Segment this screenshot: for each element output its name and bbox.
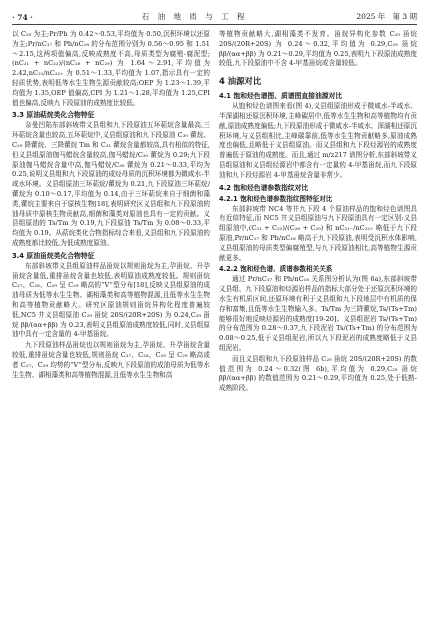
subsection-heading: 3.3 原油萜烷类化合物特征 <box>12 111 95 120</box>
sub-subsection-heading: 4.2.2 饱和烃色谱、质谱参数相关关系 <box>219 265 333 274</box>
paragraph: 以 C₂₉ 为主;Pr/Ph 为 0.42～0.53,平均值为 0.50,沉积环境以还原为主;Pr/nC₁₇ 和 Ph/nC₁₈ 的分布范围分别为 0.56～0.95 和 1.51～2.15,这两项值偏高,反映成熟度不高,母质类型为腐殖-腐泥型;(nC₂₁ + nC₂₂)/(nC₂₈ + nC₂₉) 为 1.64～2.91,平均值为 2.42,nC₂₁/nC₂₂₊ 为 0.51～1.33,平均值为 1.07,指示具有一定的轻质优势,表明低等水生生物生源贡献较高;OEP 为 1.23～1.39,平均值为 1.35,OEP 值偏高,CPI 为 1.21～1.28,平均值为 1.25,CPI 值也偏高,反映九下段原油的成熟度比较低。 <box>12 30 210 107</box>
paragraph: 而且义县组和九下段原油样品 C₂₉ 甾烷 20S/(20R+20S) 的数值范围为 0.24～0.32(图 6b),平均值为 0.29,C₂₉ 甾烷 ββ/(αα+ββ) 的数值范围为 0.21～0.29,平均值为 0.25,处于低熟-成熟阶段。 <box>219 354 417 393</box>
subsection-heading: 4.1 饱和烃色谱图、质谱图直接油源对比 <box>219 92 343 101</box>
page-number: · 74 · <box>12 13 33 22</box>
paragraph: 奈曼凹陷东部斜坡带义县组和九下段原油五环萜烷含量最高,三环萜烷含量也较高,五环萜烷中,义县组原油和九下段原油 C₃₀ 藿烷、C₂₉ 降藿烷、三降藿烷 Tm 和 C₃₁ 藿烷含量都较高,具有相似的特征,但义县组原油伽马蜡烷含量较高,伽马蜡烷/C₃₀ 藿烷为 0.29;九下段原油伽马蜡烷含量中高,伽马蜡烷/C₃₀ 藿烷为 0.21～0.33,平均为 0.25,说明义县组和九下段原油的成烃母质的沉积环境都为微咸水-半咸水环境。义县组原油三环萜烷/藿烷为 0.21,九下段原油三环萜烷/藿烷为 0.10～0.17,平均值为 0.14,由于三环萜烷来自于细菌和藻类,藿烷主要来自于原核生物[18],表明研究区义县组和九下段原油的油母质中原核生物贡献高,细菌和藻类对原油也具有一定的贡献。义县组原油的 Ts/Tm 为 0.19,九下段原油 Ts/Tm 为 0.08～0.33,平均值为 0.19。从萜烷类化合物指标综合来看,义县组和九下段原油的成熟度都比较低,为低成熟度原油。 <box>12 121 210 247</box>
left-column <box>12 30 210 395</box>
paragraph: 从饱和烃色谱图来看(图 4),义县组原油形成于微咸水-半咸水、半深湖相还原沉积环境,主峰碳居中,低等水生生物和高等植物均有贡献,原油成熟度偏低;九下段原油形成于微咸水-半咸水、深湖相还原沉积环境,与义县组相比,主峰碳靠前,低等水生生物贡献略多,原油成熟度也偏低,且略低于义县组原油。而义县组和九下段烃源岩的成熟度普遍低于原油的成熟度。而且,通过 m/z217 谱图分析,东部斜坡带义县组原油和义县组烃源岩中都含有一定量的 4-甲基甾烷,而九下段原油和九下段烃源岩 4-甲基甾烷含量非常少。 <box>219 102 417 179</box>
subsection-heading: 3.4 原油甾烷类化合物特征 <box>12 251 95 260</box>
paragraph: 东部斜坡带 NC4 等井九下段 4 个原油样品的饱和烃色谱图具有近似特征,而 NC5 井义县组原油与九下段原油具有一定区别:义县组原油中,(C₂₁ + C₂₂)/(C₂₈ + C₂₉) 和 nC₂₁₋/nC₂₂₊ 略低于九下段原油,Pr/nC₁₇ 和 Ph/nC₁₈ 略高于九下段原油,表明受沉积水体影响,义县组原油的母质类型偏腐殖型,与九下段原油相比,高等植物生源贡献更多。 <box>219 204 417 262</box>
sub-subsection-heading: 4.2.1 饱和烃色谱参数指纹图特征对比 <box>219 194 333 203</box>
page-header <box>12 6 417 25</box>
body-columns <box>12 30 417 395</box>
paragraph: 九下段原油样品甾烷也以规则甾烷为主,孕甾烷、升孕甾烷含量较低,重排甾烷含量也较低,规则甾烷 C₂₇、C₂₈、C₂₉ 呈 C₂₉ 略高或者 C₂₇、C₂₉ 均势的“V”型分布,反映九下段原油的成油母质为低等水生生物、湖相藻类和高等植物混源,且低等水生生物和高 <box>12 341 210 379</box>
right-column <box>219 30 417 395</box>
journal-name: 石 油 地 质 与 工 程 <box>141 12 248 21</box>
issue-label: 2025 年 第 3 期 <box>356 12 417 21</box>
paragraph: 等植物贡献略大,湖相藻类不发育。甾烷异构化参数 C₂₉ 甾烷 20S/(20R+20S) 为 0.24～0.32,平均值为 0.29,C₂₉ 甾烷 ββ/(αα+ββ) 为 0.21～0.29,平均值为 0.25,表明九下段原油成熟度较低,九下段原油中不含 4-甲基甾烷或含量较低。 <box>219 30 417 68</box>
subsection-heading: 4.2 饱和烃色谱参数指纹对比 <box>219 183 309 192</box>
paragraph: 通过 Pr/nC₁₇ 和 Ph/nC₁₈ 关系图分析认为(图 6a),东部斜坡带义县组、九下段原油和烃源岩样品的指标大部分处于还原沉积环境的水生有机质区间,还原环境有利于义县组和九下段地层中有机质的保存和富集,且低等水生生物输入多。Ts/Tm 为三降藿烷,Ts/(Ts+Tm) 能够很好地反映烃源岩的成熟度[19-20]。义县组泥岩 Ts/(Ts+Tm) 的分布范围为 0.28～0.37,九下段泥岩 Ts/(Ts+Tm) 的分布范围为 0.08～0.25,低于义县组泥岩,所以九下段泥岩的成熟度略低于义县组泥岩。 <box>219 275 417 352</box>
section-heading: 4 油源对比 <box>219 76 262 87</box>
paragraph: 东部斜坡带义县组原油样品甾烷以规则甾烷为主,孕甾烷、升孕甾烷含量低,重排甾烷含量也较低,表明原油成熟度较低。规则甾烷 C₂₇、C₂₈、C₂₉ 呈 C₂₉ 略高的“V”型分布[18],反映义县组原油的成油母质为低等水生生物、湖相藻类和高等植物混源,且低等水生生物和高等植物贡献略大。研究区原油规则甾烷异构化程度普遍较低,NC5 井义县组原油 C₂₉ 甾烷 20S/(20R+20S) 为 0.24,C₂₉ 甾烷 ββ/(αα+ββ) 为 0.23,表明义县组原油成熟度较低,同时,义县组原油中具有一定含量的 4-甲基甾烷。 <box>12 261 210 339</box>
